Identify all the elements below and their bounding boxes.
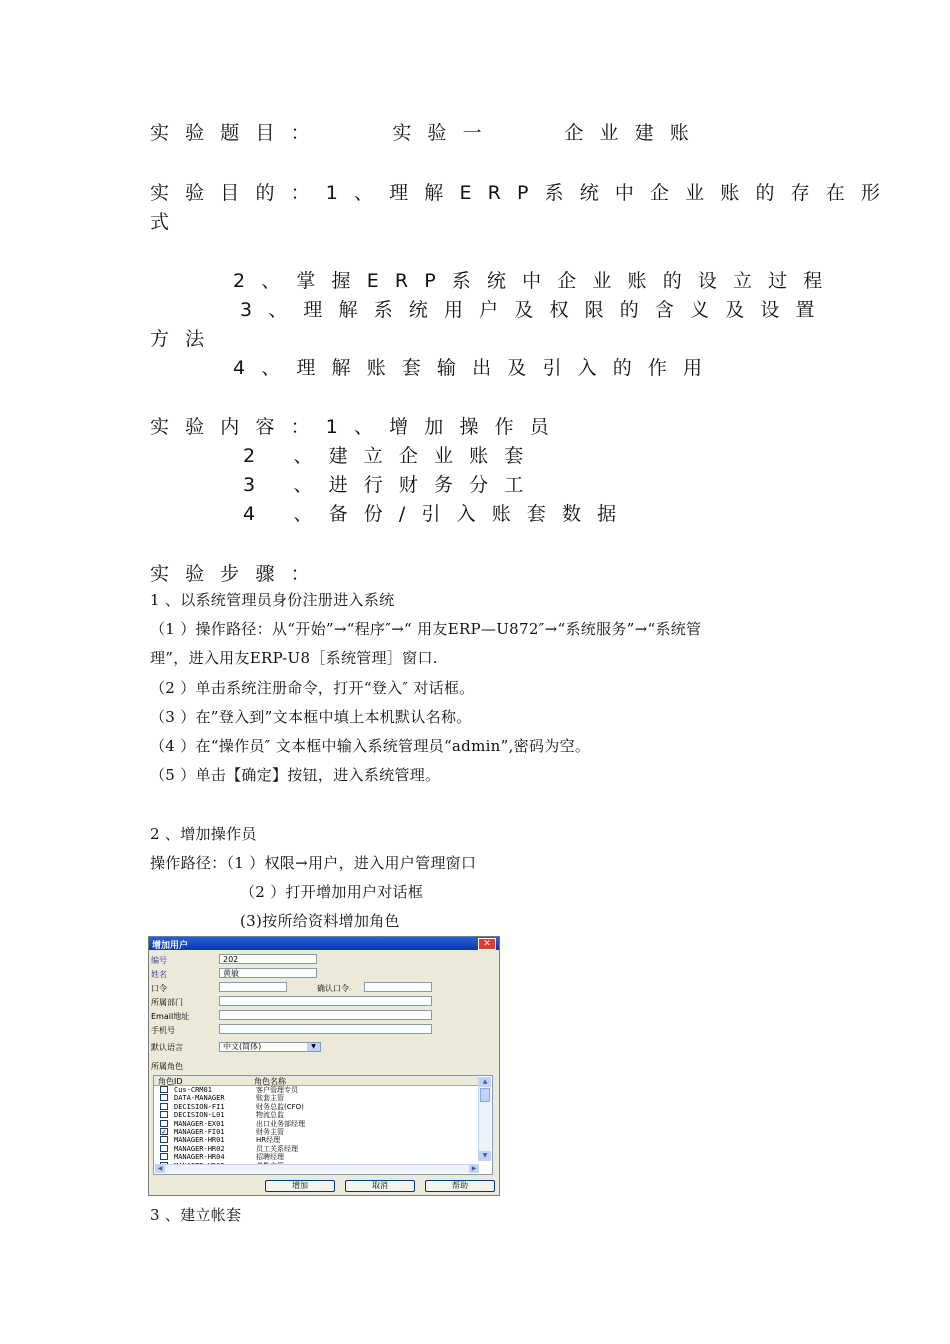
close-icon[interactable]: ✕ bbox=[478, 938, 496, 950]
role-name: 账套主管 bbox=[256, 1094, 284, 1103]
scroll-thumb[interactable] bbox=[480, 1088, 490, 1102]
role-name: 招聘经理 bbox=[256, 1153, 284, 1162]
steps-heading: 实验步骤： bbox=[150, 563, 326, 585]
role-id: DATA-MANAGER bbox=[174, 1094, 225, 1103]
role-checkbox[interactable]: ✓ bbox=[161, 1128, 167, 1136]
confirm-password-field[interactable] bbox=[364, 982, 432, 992]
step-1-3: （3 ）在”登入到”文本框中填上本机默认名称。 bbox=[150, 708, 472, 726]
label-roles: 所属角色 bbox=[151, 1062, 183, 1071]
scroll-right-icon[interactable]: ▶ bbox=[469, 1165, 479, 1173]
dept-field[interactable] bbox=[219, 996, 432, 1006]
language-select[interactable] bbox=[219, 1042, 321, 1052]
step-1: 1 、以系统管理员身份注册进入系统 bbox=[150, 591, 395, 609]
content-line-3: 3 、进行财务分工 bbox=[243, 474, 540, 496]
purpose-line-3: 3、理解系统用户及权限的含义及设置 bbox=[240, 299, 831, 321]
purpose-line-4: 4、理解账套输出及引入的作用 bbox=[233, 357, 719, 379]
list-item[interactable] bbox=[156, 1136, 476, 1144]
roles-list-header bbox=[154, 1076, 479, 1086]
label-confirm-password: 确认口令 bbox=[317, 984, 349, 993]
role-id: MANAGER-FI01 bbox=[174, 1128, 225, 1136]
role-checkbox[interactable] bbox=[160, 1086, 168, 1093]
list-item[interactable] bbox=[156, 1094, 476, 1102]
step-1-5: （5 ）单击【确定】按钮，进入系统管理。 bbox=[150, 766, 441, 784]
password-field[interactable] bbox=[219, 982, 287, 992]
label-id: 编号 bbox=[151, 956, 167, 965]
role-checkbox[interactable] bbox=[160, 1153, 168, 1160]
role-id: MANAGER-HR02 bbox=[174, 1144, 225, 1153]
list-item[interactable] bbox=[156, 1153, 476, 1161]
step-1-1-cont: 理”，进入用友ERP-U8［系统管理］窗口. bbox=[150, 649, 438, 667]
help-button[interactable]: 帮助 bbox=[425, 1180, 495, 1192]
role-id: DECISION-L01 bbox=[174, 1111, 225, 1120]
vertical-scrollbar[interactable] bbox=[478, 1077, 491, 1161]
step-2-2: （2 ）打开增加用户对话框 bbox=[240, 883, 424, 901]
email-field[interactable] bbox=[219, 1010, 432, 1020]
label-dept: 所属部门 bbox=[151, 998, 183, 1007]
purpose-line-3-cont: 方法 bbox=[150, 328, 221, 350]
step-2-path: 操作路径：（1 ）权限→用户，进入用户管理窗口 bbox=[150, 854, 477, 872]
list-item[interactable] bbox=[156, 1086, 476, 1094]
step-2: 2 、增加操作员 bbox=[150, 825, 257, 843]
column-role-name: 角色名称 bbox=[254, 1077, 286, 1086]
role-name: 客户管理专员 bbox=[256, 1086, 298, 1094]
add-user-dialog bbox=[148, 936, 500, 1196]
role-checkbox[interactable] bbox=[160, 1103, 168, 1110]
cancel-button[interactable]: 取消 bbox=[345, 1180, 415, 1192]
step-1-4: （4 ）在“操作员″ 文本框中输入系统管理员“admin”,密码为空。 bbox=[150, 737, 591, 755]
horizontal-scrollbar[interactable] bbox=[155, 1164, 479, 1173]
purpose-line-2: 2、掌握ERP系统中企业账的设立过程 bbox=[233, 270, 839, 292]
list-item[interactable] bbox=[156, 1111, 476, 1119]
role-checkbox[interactable] bbox=[160, 1136, 168, 1143]
dialog-titlebar bbox=[149, 937, 499, 950]
role-checkbox[interactable] bbox=[160, 1145, 168, 1152]
id-field[interactable]: 202 bbox=[219, 954, 317, 964]
step-3: 3 、建立帐套 bbox=[150, 1206, 242, 1224]
list-item[interactable] bbox=[156, 1120, 476, 1128]
add-button[interactable]: 增加 bbox=[265, 1180, 335, 1192]
role-name: HR经理 bbox=[256, 1136, 281, 1145]
role-name: 物流总监 bbox=[256, 1111, 284, 1120]
scroll-left-icon[interactable]: ◀ bbox=[155, 1165, 165, 1173]
roles-list[interactable] bbox=[153, 1075, 493, 1175]
list-item[interactable] bbox=[156, 1103, 476, 1111]
list-item[interactable] bbox=[156, 1128, 476, 1136]
purpose-line-1-cont: 式 bbox=[150, 211, 186, 233]
label-email: Email地址 bbox=[151, 1012, 190, 1021]
step-2-3: (3)按所给资料增加角色 bbox=[240, 912, 400, 930]
content-line-1: 实验内容：1、增加操作员 bbox=[150, 416, 565, 438]
scroll-up-icon[interactable]: ▲ bbox=[479, 1077, 491, 1087]
label-phone: 手机号 bbox=[151, 1026, 175, 1035]
chevron-down-icon[interactable]: ▼ bbox=[307, 1043, 320, 1051]
role-id: MANAGER-HR04 bbox=[174, 1153, 225, 1162]
role-id: Cus-CRM01 bbox=[174, 1086, 212, 1094]
role-name: 财务总监(CFO) bbox=[256, 1102, 304, 1111]
name-field[interactable]: 黄敏 bbox=[219, 968, 317, 978]
role-id: MANAGER-HR01 bbox=[174, 1136, 225, 1145]
language-value: 中文(简体) bbox=[223, 1042, 262, 1051]
step-1-1: （1 ）操作路径：从“开始”→“程序″→“ 用友ERP—U872″→“系统服务”→“系统管 bbox=[150, 620, 702, 638]
dialog-title: 增加用户 bbox=[152, 941, 189, 951]
label-language: 默认语言 bbox=[151, 1043, 183, 1052]
scroll-down-icon[interactable]: ▼ bbox=[479, 1151, 491, 1161]
purpose-line-1: 实验目的：1、理解ERP系统中企业账的存在形 bbox=[150, 182, 897, 204]
label-password: 口令 bbox=[151, 984, 167, 993]
role-name: 员工关系经理 bbox=[256, 1144, 298, 1153]
column-role-id: 角色ID bbox=[158, 1077, 183, 1086]
role-name: 出口业务部经理 bbox=[256, 1119, 305, 1128]
role-checkbox[interactable] bbox=[160, 1111, 168, 1118]
content-line-2: 2 、建立企业账套 bbox=[243, 445, 540, 467]
phone-field[interactable] bbox=[219, 1024, 432, 1034]
role-name: 财务主管 bbox=[256, 1128, 284, 1136]
experiment-title: 实验题目： 实验一 企业建账 bbox=[150, 122, 705, 144]
label-name: 姓名 bbox=[151, 970, 167, 979]
content-line-4: 4 、备份/引入账套数据 bbox=[243, 503, 633, 525]
step-1-2: （2 ）单击系统注册命令，打开“登入″ 对话框。 bbox=[150, 679, 475, 697]
list-item[interactable] bbox=[156, 1145, 476, 1153]
role-id: DECISION-FI1 bbox=[174, 1102, 225, 1111]
role-id: MANAGER-EX01 bbox=[174, 1119, 225, 1128]
role-checkbox[interactable] bbox=[160, 1094, 168, 1101]
role-checkbox[interactable] bbox=[160, 1120, 168, 1127]
